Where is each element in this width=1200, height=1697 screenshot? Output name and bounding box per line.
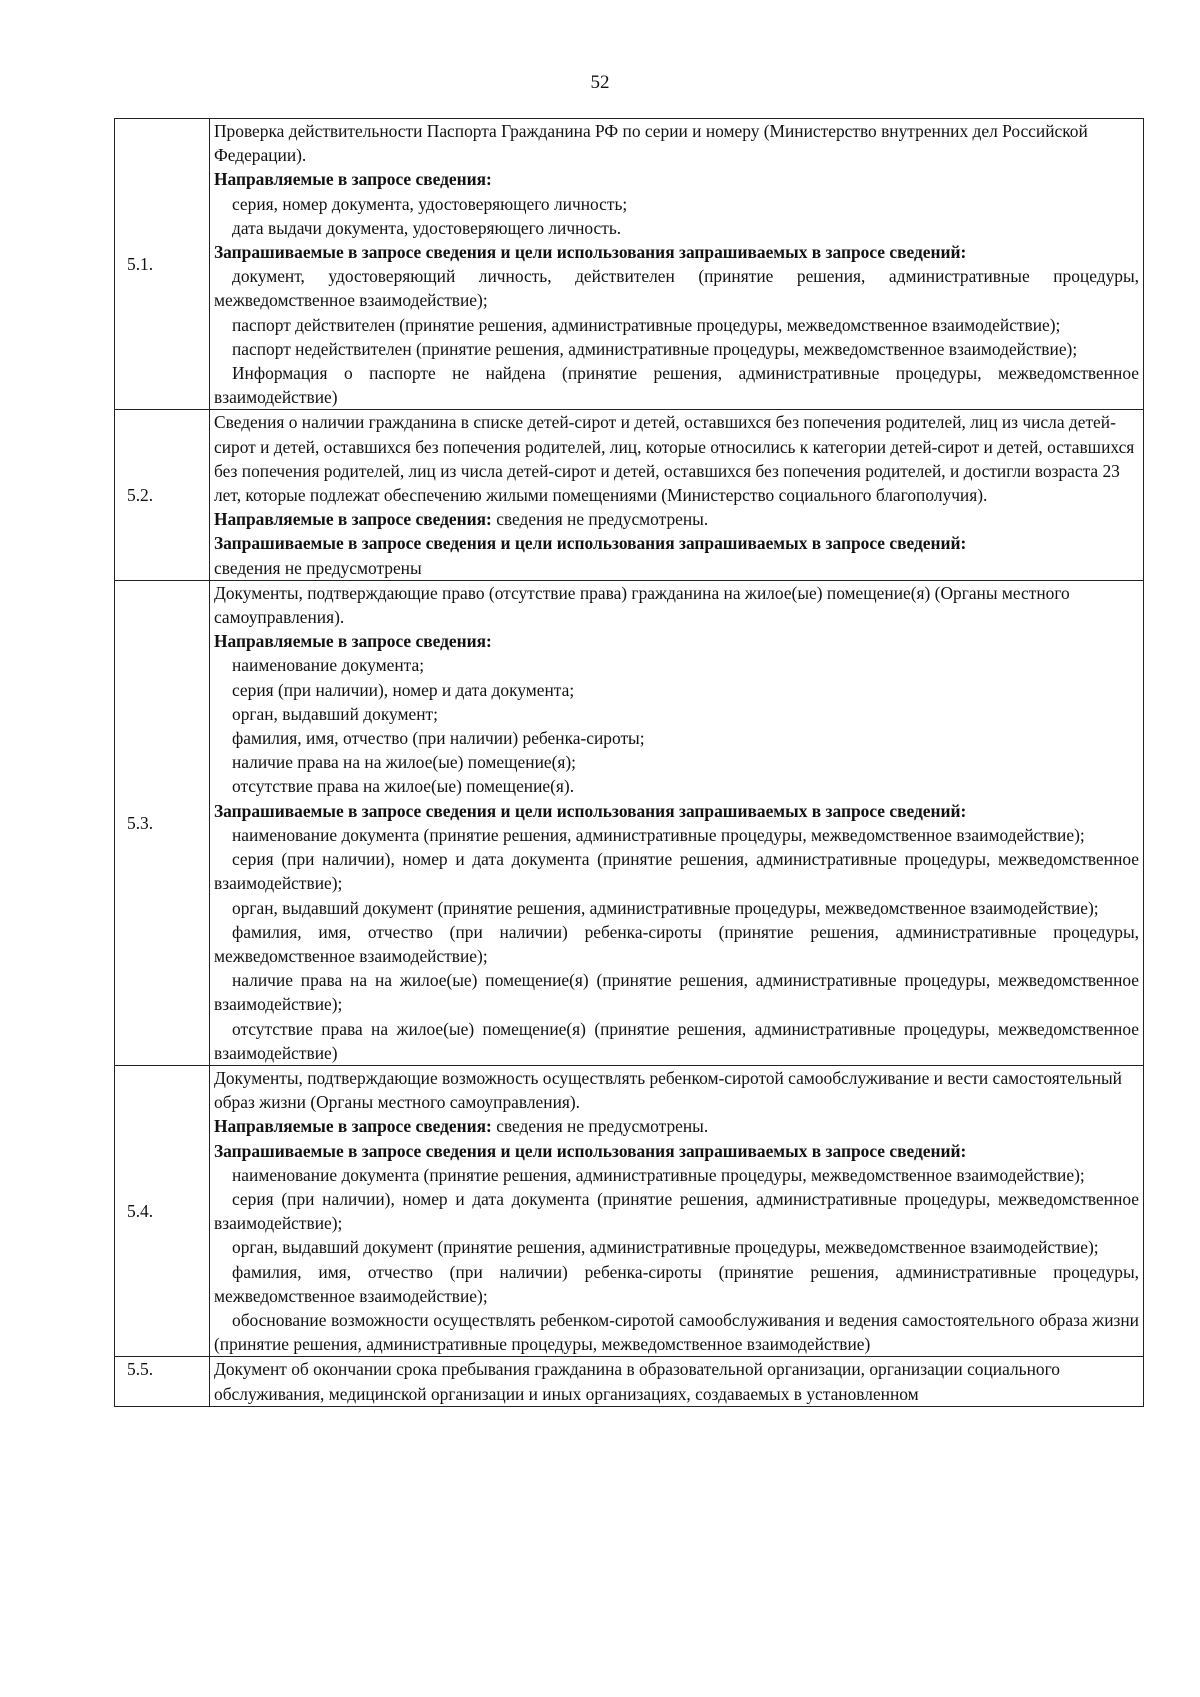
- sent-data-heading: Направляемые в запросе сведения:: [214, 1116, 492, 1137]
- sent-data-heading: Направляемые в запросе сведения:: [214, 509, 492, 530]
- row-number: 5.1.: [115, 119, 210, 410]
- requested-data-heading: Запрашиваемые в запросе сведения и цели использования запрашиваемых в запросе сведений:: [214, 1140, 967, 1161]
- requested-data-item: паспорт действителен (принятие решения, административные процедуры, межведомственное взаимодействие);: [232, 314, 1061, 335]
- row-number: 5.5.: [115, 1357, 210, 1406]
- sent-data-value: сведения не предусмотрены.: [491, 1116, 709, 1137]
- source-description: Документы, подтверждающие право (отсутствие права) гражданина на жилое(ые) помещение(я) (Органы местного самоуправления).: [214, 582, 1070, 628]
- row-content: [210, 1357, 1144, 1406]
- row-content: [210, 580, 1144, 1065]
- requested-data-item: орган, выдавший документ (принятие решения, административные процедуры, межведомственное взаимодействие);: [232, 897, 1099, 918]
- requested-data-item: наличие права на на жилое(ые) помещение(я) (принятие решения, административные процедуры, межведомственное взаимодействие);: [214, 970, 1139, 1015]
- requested-data-value: сведения не предусмотрены: [214, 557, 422, 578]
- table-row: [115, 119, 1144, 410]
- requested-data-item: серия (при наличии), номер и дата документа (принятие решения, административные процедуры, межведомственное взаимодействие);: [214, 849, 1139, 894]
- requested-data-item: наименование документа (принятие решения, административные процедуры, межведомственное взаимодействие);: [232, 824, 1085, 845]
- sent-data-item: наименование документа;: [232, 655, 425, 676]
- requested-data-heading: Запрашиваемые в запросе сведения и цели использования запрашиваемых в запросе сведений:: [214, 533, 967, 554]
- sent-data-line: [214, 1114, 1139, 1138]
- sent-data-item: орган, выдавший документ;: [232, 703, 438, 724]
- requested-data-item: орган, выдавший документ (принятие решения, административные процедуры, межведомственное взаимодействие);: [232, 1237, 1099, 1258]
- sent-data-item: серия, номер документа, удостоверяющего личность;: [232, 193, 628, 214]
- row-content: [210, 1065, 1144, 1356]
- sent-data-item: фамилия, имя, отчество (при наличии) ребенка-сироты;: [232, 728, 645, 749]
- row-number: 5.2.: [115, 410, 210, 580]
- table-row: [115, 1357, 1144, 1406]
- sent-data-heading: Направляемые в запросе сведения:: [214, 169, 492, 190]
- requested-data-heading: Запрашиваемые в запросе сведения и цели использования запрашиваемых в запросе сведений:: [214, 242, 967, 263]
- source-description: Документы, подтверждающие возможность осуществлять ребенком-сиротой самообслуживание и вести самостоятельный образ жизни (Органы местного самоуправления).: [214, 1067, 1122, 1113]
- sent-data-item: серия (при наличии), номер и дата документа;: [232, 679, 575, 700]
- requested-data-item: фамилия, имя, отчество (при наличии) ребенка-сироты (принятие решения, административные процедуры, межведомственное взаимодействие);: [214, 1261, 1139, 1306]
- requested-data-item: фамилия, имя, отчество (при наличии) ребенка-сироты (принятие решения, административные процедуры, межведомственное взаимодействие);: [214, 921, 1139, 966]
- requested-data-item: отсутствие права на жилое(ые) помещение(я) (принятие решения, административные процедуры, межведомственное взаимодействие): [214, 1018, 1139, 1063]
- page-number: 52: [590, 72, 610, 93]
- sent-data-item: дата выдачи документа, удостоверяющего личность.: [232, 217, 622, 238]
- sent-data-value: сведения не предусмотрены.: [491, 509, 709, 530]
- source-description: Документ об окончании срока пребывания гражданина в образовательной организации, организации социального обслуживания, медицинской организации и иных организациях, создаваемых в установленном: [214, 1359, 1060, 1404]
- row-content: [210, 119, 1144, 410]
- row-content: [210, 410, 1144, 580]
- requested-data-item: Информация о паспорте не найдена (принятие решения, административные процедуры, межведомственное взаимодействие): [214, 363, 1139, 408]
- row-number: 5.3.: [115, 580, 210, 1065]
- table-row: [115, 1065, 1144, 1356]
- requested-data-item: серия (при наличии), номер и дата документа (принятие решения, административные процедуры, межведомственное взаимодействие);: [214, 1188, 1139, 1234]
- table-row: [115, 410, 1144, 580]
- requests-table: [114, 118, 1144, 1407]
- sent-data-line: [214, 507, 1139, 531]
- requested-data-item: обоснование возможности осуществлять ребенком-сиротой самообслуживания и ведения самостоятельного образа жизни (принятие решения, административные процедуры, межведомственное взаимодействие): [214, 1309, 1139, 1355]
- source-description: Сведения о наличии гражданина в списке детей-сирот и детей, оставшихся без попечения родителей, лиц из числа детей-сирот и детей, оставшихся без попечения родителей, лиц, которые относились к категории детей-сирот и детей, оставшихся без попечения родителей, лиц из числа детей-сирот и детей, оставшихся без попечения родителей, и достигли возраста 23 лет, которые подлежат обеспечению жилыми помещениями (Министерство социального благополучия).: [214, 412, 1135, 506]
- table-row: [115, 580, 1144, 1065]
- requested-data-item: паспорт недействителен (принятие решения, административные процедуры, межведомственное взаимодействие);: [232, 338, 1078, 359]
- source-description: Проверка действительности Паспорта Гражданина РФ по серии и номеру (Министерство внутренних дел Российской Федерации).: [214, 121, 1088, 166]
- sent-data-item: наличие права на на жилое(ые) помещение(я);: [232, 752, 577, 773]
- row-number: 5.4.: [115, 1065, 210, 1356]
- requested-data-item: документ, удостоверяющий личность, действителен (принятие решения, административные процедуры, межведомственное взаимодействие);: [214, 266, 1139, 311]
- requested-data-heading: Запрашиваемые в запросе сведения и цели использования запрашиваемых в запросе сведений:: [214, 800, 967, 821]
- sent-data-item: отсутствие права на жилое(ые) помещение(я).: [232, 776, 575, 797]
- requested-data-item: наименование документа (принятие решения, административные процедуры, межведомственное взаимодействие);: [232, 1164, 1085, 1185]
- sent-data-heading: Направляемые в запросе сведения:: [214, 631, 492, 652]
